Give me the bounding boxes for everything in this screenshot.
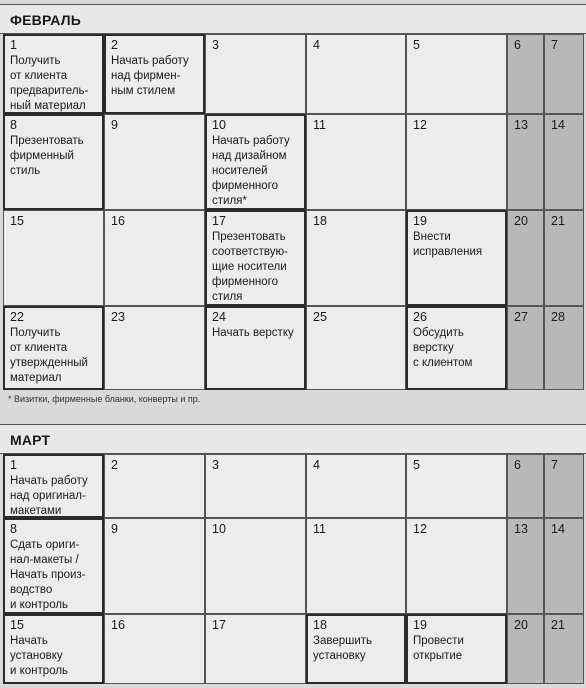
day-number: 12 (413, 522, 427, 536)
calendar-cell (507, 614, 544, 684)
day-number: 13 (514, 118, 528, 132)
day-number: 23 (111, 310, 125, 324)
calendar-cell (544, 454, 584, 518)
calendar-cell (507, 210, 544, 306)
calendar-cell-task (205, 306, 306, 390)
calendar-cell (544, 306, 584, 390)
calendar-cell (507, 454, 544, 518)
calendar-cell (306, 306, 406, 390)
day-number: 6 (514, 38, 521, 52)
day-number: 7 (551, 38, 558, 52)
calendar-cell (507, 114, 544, 210)
day-number: 11 (313, 522, 326, 536)
day-number: 19 (413, 214, 427, 228)
day-number: 9 (111, 118, 118, 132)
calendar-cell (406, 114, 507, 210)
month-title-february: ФЕВРАЛЬ (0, 4, 586, 34)
calendar-cell-task (3, 518, 104, 614)
task-note: Провести открытие (413, 635, 464, 662)
calendar-cell-task (104, 34, 205, 114)
day-number: 4 (313, 458, 320, 472)
calendar-cell-task (406, 614, 507, 684)
calendar-cell (104, 114, 205, 210)
day-number: 11 (313, 118, 326, 132)
calendar-cell (544, 518, 584, 614)
day-number: 5 (413, 458, 420, 472)
day-number: 17 (212, 214, 226, 228)
day-number: 27 (514, 310, 528, 324)
day-number: 12 (413, 118, 427, 132)
calendar-cell-task (205, 114, 306, 210)
calendar-cell (507, 518, 544, 614)
day-number: 24 (212, 310, 226, 324)
day-number: 3 (212, 458, 219, 472)
day-number: 20 (514, 214, 528, 228)
calendar-cell (507, 34, 544, 114)
calendar-cell (306, 454, 406, 518)
calendar-cell-task (3, 114, 104, 210)
task-note: Внести исправления (413, 231, 483, 258)
day-number: 16 (111, 618, 125, 632)
task-note: Начать установку и контроль (10, 635, 69, 677)
day-number: 1 (10, 458, 17, 472)
task-note: Обсудить верстку с клиентом (413, 327, 473, 369)
calendar-cell (205, 454, 306, 518)
day-number: 8 (10, 118, 17, 132)
task-note: Получить от клиента предваритель- ный материал (10, 55, 89, 112)
day-number: 15 (10, 214, 24, 228)
calendar-cell (306, 518, 406, 614)
day-number: 20 (514, 618, 528, 632)
calendar-cell (406, 518, 507, 614)
day-number: 5 (413, 38, 420, 52)
day-number: 10 (212, 118, 226, 132)
calendar-cell (205, 614, 306, 684)
day-number: 2 (111, 458, 118, 472)
day-number: 19 (413, 618, 427, 632)
day-number: 6 (514, 458, 521, 472)
calendar-cell (306, 34, 406, 114)
calendar-cell-task (3, 306, 104, 390)
calendar-cell (306, 210, 406, 306)
day-number: 15 (10, 618, 24, 632)
task-note: Начать работу над оригинал- макетами (10, 475, 88, 517)
task-note: Завершить установку (313, 635, 373, 662)
calendar-cell-task (306, 614, 406, 684)
calendar-cell (205, 34, 306, 114)
day-number: 7 (551, 458, 558, 472)
calendar-cell (544, 210, 584, 306)
task-note: Получить от клиента утвержденный материал (10, 327, 88, 384)
task-note: Начать работу над фирмен- ным стилем (111, 55, 189, 97)
day-number: 13 (514, 522, 528, 536)
calendar-cell (205, 518, 306, 614)
day-number: 25 (313, 310, 327, 324)
task-note: Начать работу над дизайном носителей фирменного стиля* (212, 135, 290, 207)
day-number: 4 (313, 38, 320, 52)
day-number: 16 (111, 214, 125, 228)
day-number: 26 (413, 310, 427, 324)
calendar-cell-task (3, 454, 104, 518)
calendar-cell (406, 454, 507, 518)
calendar-cell (544, 114, 584, 210)
day-number: 21 (551, 214, 565, 228)
day-number: 18 (313, 618, 327, 632)
calendar-cell (507, 306, 544, 390)
day-number: 1 (10, 38, 17, 52)
day-number: 2 (111, 38, 118, 52)
task-note: Презентовать фирменный стиль (10, 135, 84, 177)
day-number: 8 (10, 522, 17, 536)
day-number: 28 (551, 310, 565, 324)
footnote: * Визитки, фирменные бланки, конверты и пр. (8, 394, 201, 404)
calendar-cell (3, 210, 104, 306)
calendar-cell-task (406, 306, 507, 390)
day-number: 18 (313, 214, 327, 228)
day-number: 17 (212, 618, 226, 632)
task-note: Сдать ориги- нал-макеты / Начать произ- водство и контроль (10, 539, 86, 611)
calendar-cell (544, 34, 584, 114)
calendar-cell-task (3, 614, 104, 684)
calendar-cell (306, 114, 406, 210)
task-note: Презентовать соответствую- щие носители фирменного стиля (212, 231, 288, 303)
day-number: 21 (551, 618, 565, 632)
calendar-cell (104, 518, 205, 614)
calendar-cell (104, 210, 205, 306)
calendar-cell-task (406, 210, 507, 306)
calendar-cell (104, 454, 205, 518)
calendar-cell (406, 34, 507, 114)
month-title-march: МАРТ (0, 424, 586, 454)
calendar-cell (104, 614, 205, 684)
day-number: 14 (551, 118, 565, 132)
task-note: Начать верстку (212, 327, 294, 339)
day-number: 3 (212, 38, 219, 52)
day-number: 14 (551, 522, 565, 536)
calendar-cell-task (205, 210, 306, 306)
calendar-cell-task (3, 34, 104, 114)
calendar-cell (104, 306, 205, 390)
calendar-cell (544, 614, 584, 684)
day-number: 10 (212, 522, 226, 536)
day-number: 9 (111, 522, 118, 536)
day-number: 22 (10, 310, 24, 324)
